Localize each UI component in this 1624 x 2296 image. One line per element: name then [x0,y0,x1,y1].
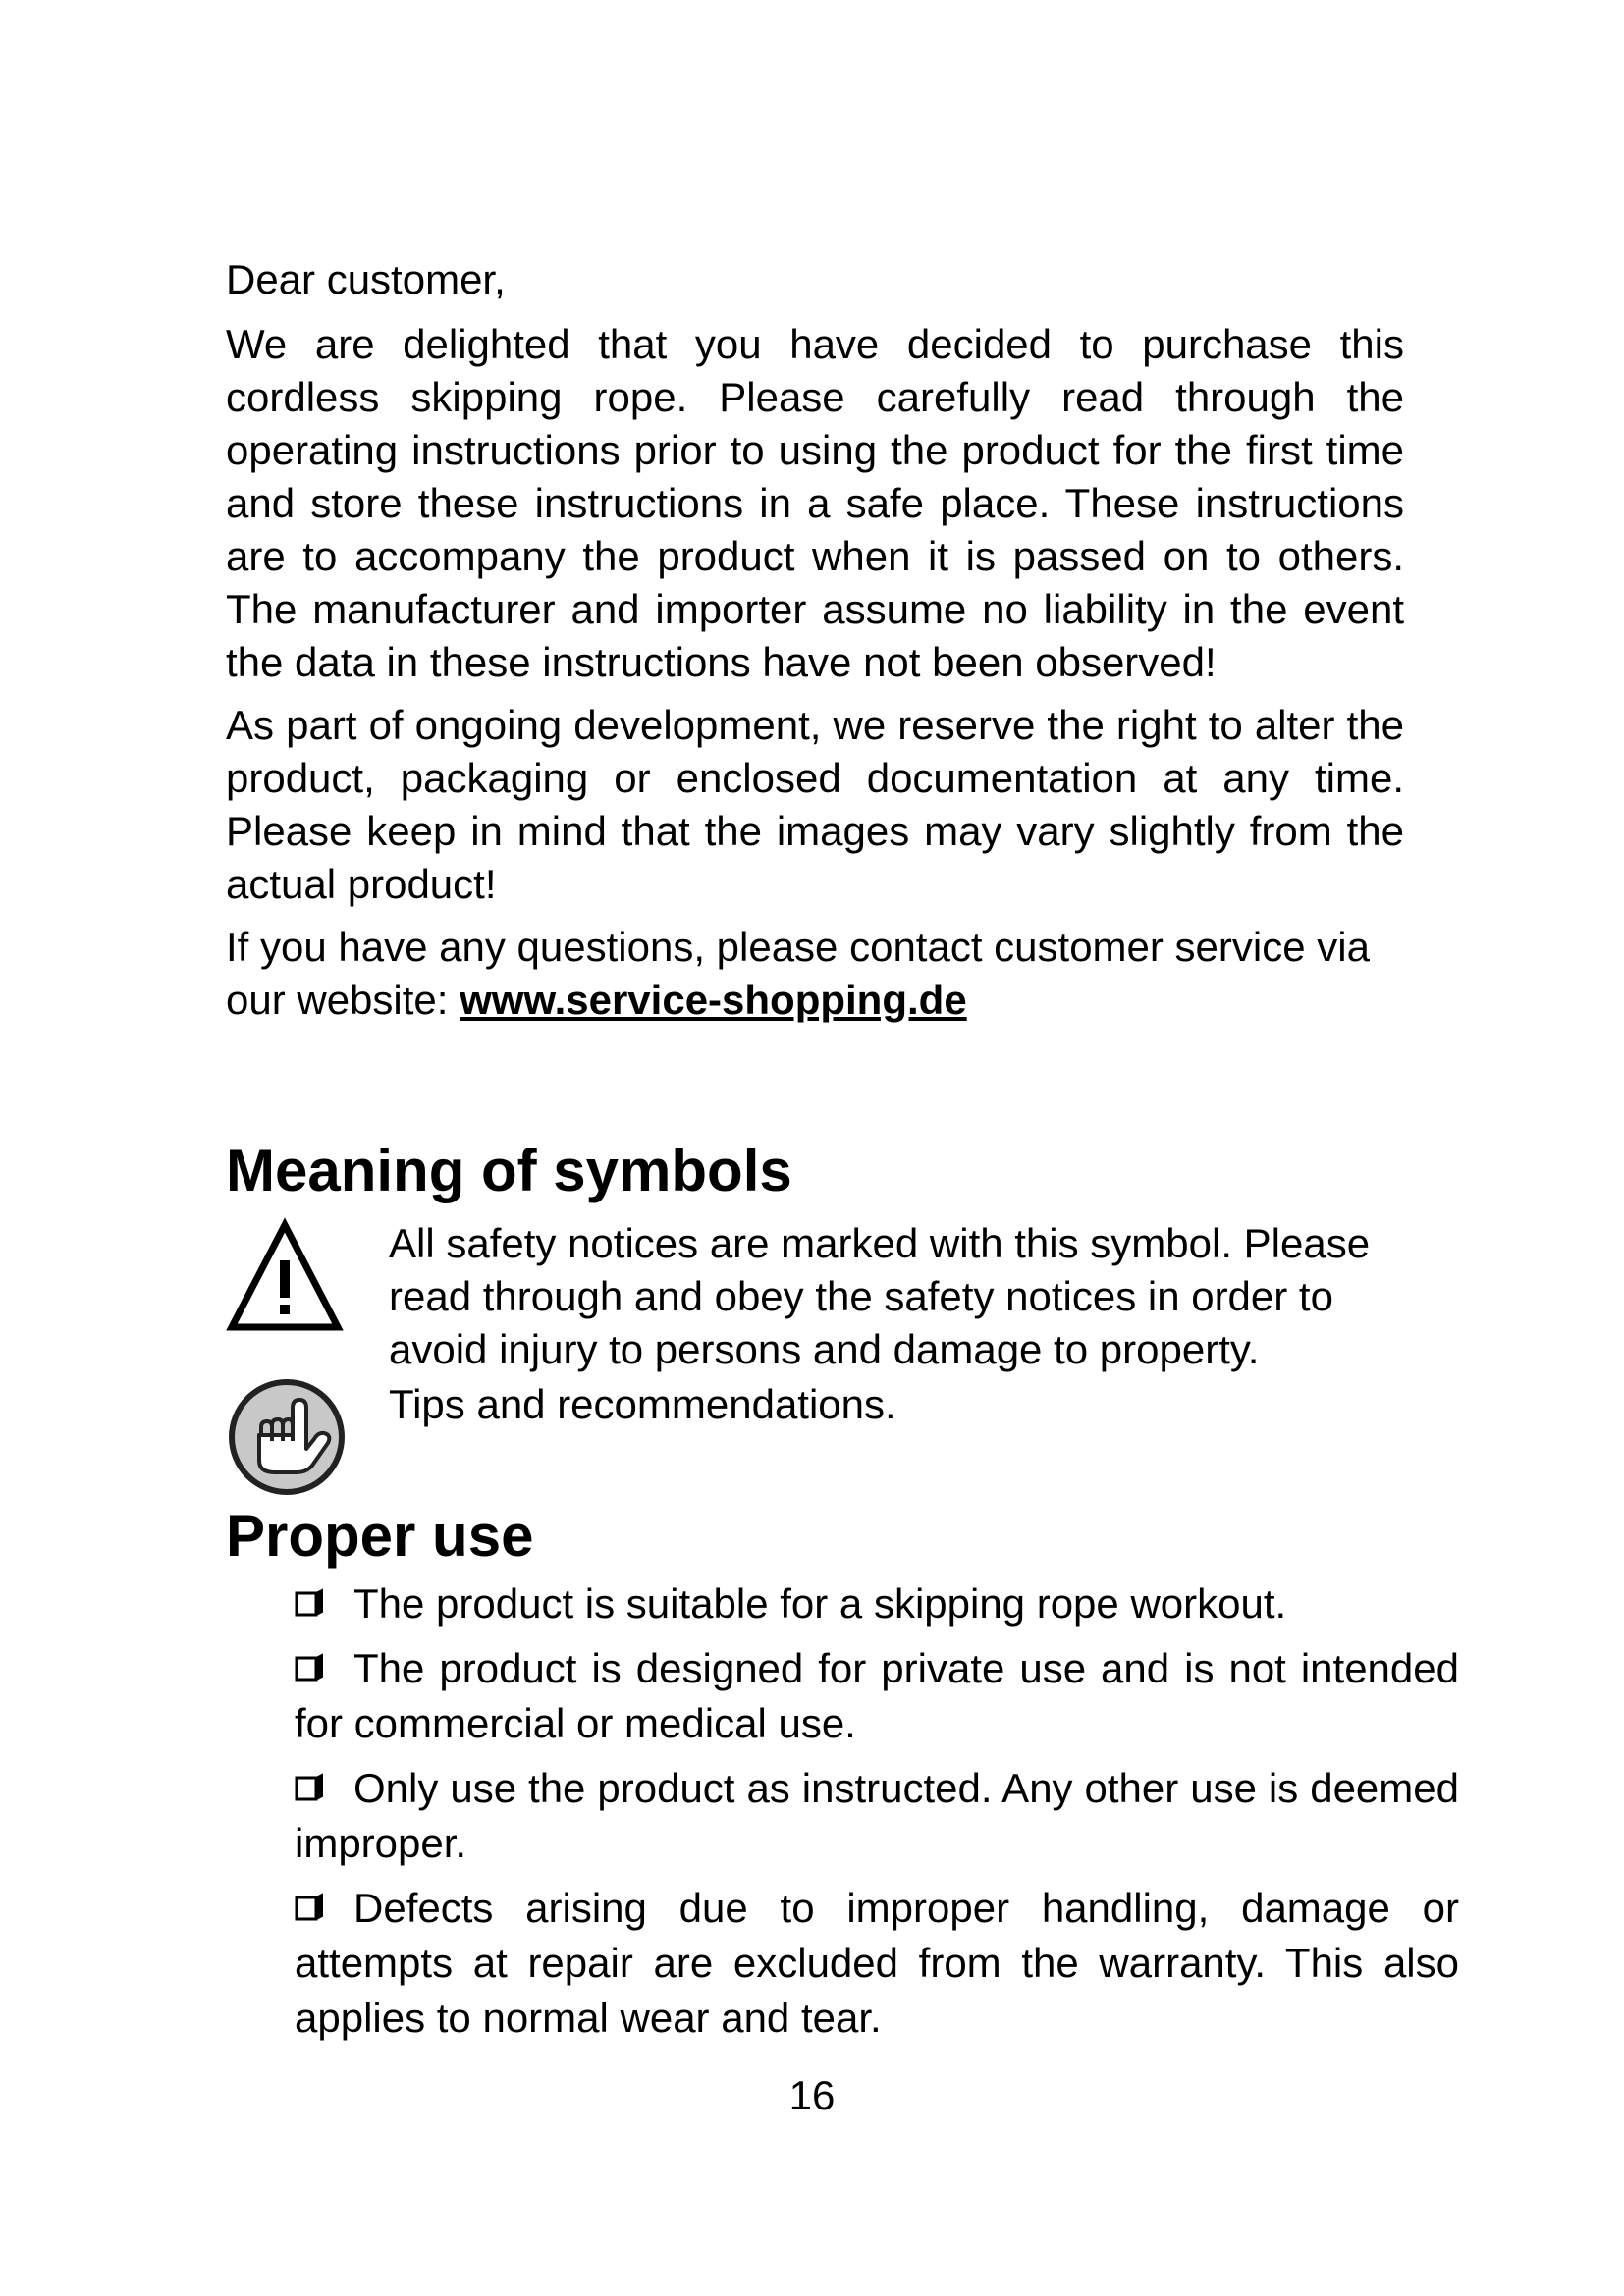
warning-triangle-icon [226,1217,344,1340]
checkbox-bullet-icon [295,1895,322,1922]
symbols-heading: Meaning of symbols [226,1138,792,1203]
list-item-text: The product is designed for private use and is not intended for commercial or medical use. [295,1645,1459,1746]
list-item-text: Defects arising due to improper handling, damage or attempts at repair are excluded from the warranty. This also applies to normal wear and tear. [295,1885,1459,2041]
list-item-text: Only use the product as instructed. Any other use is deemed improper. [295,1765,1459,1866]
list-item [265,1881,1459,2046]
warning-description: All safety notices are marked with this symbol. Please read through and obey the safety notices in order to avoid injury to persons and damage to property. [389,1220,1371,1372]
list-item [265,1641,1459,1751]
checkbox-bullet-icon [295,1590,322,1618]
website-link[interactable]: www.service-shopping.de [460,977,967,1023]
list-item-text: The product is suitable for a skipping rope workout. [353,1580,1287,1627]
intro-section [226,253,1404,1037]
list-item [265,1761,1459,1871]
list-item [265,1576,1459,1631]
checkbox-bullet-icon [295,1775,322,1802]
hand-tip-icon [226,1378,353,1501]
tip-description: Tips and recommendations. [389,1381,896,1427]
contact-paragraph [226,921,1404,1027]
proper-use-list [265,1576,1459,2046]
intro-paragraph: We are delighted that you have decided to purchase this cordless skipping rope. Please carefully read through the operating instructions prior to using the product for the first time and store these instructions in a safe place. These instructions are to accompany the product when it is passed on to others. The manufacturer and importer assume no liability in the event the data in these instructions have not been observed! [226,321,1404,685]
contact-text: If you have any questions, please contact customer service via our website: [226,924,1370,1023]
greeting: Dear customer, [226,256,506,302]
proper-use-heading: Proper use [226,1503,534,1569]
page-number: 16 [788,2072,836,2118]
development-paragraph: As part of ongoing development, we reserve the right to alter the product, packaging or enclosed documentation at any time. Please keep in mind that the images may vary slightly from the actual product! [226,702,1404,907]
checkbox-bullet-icon [295,1655,322,1682]
